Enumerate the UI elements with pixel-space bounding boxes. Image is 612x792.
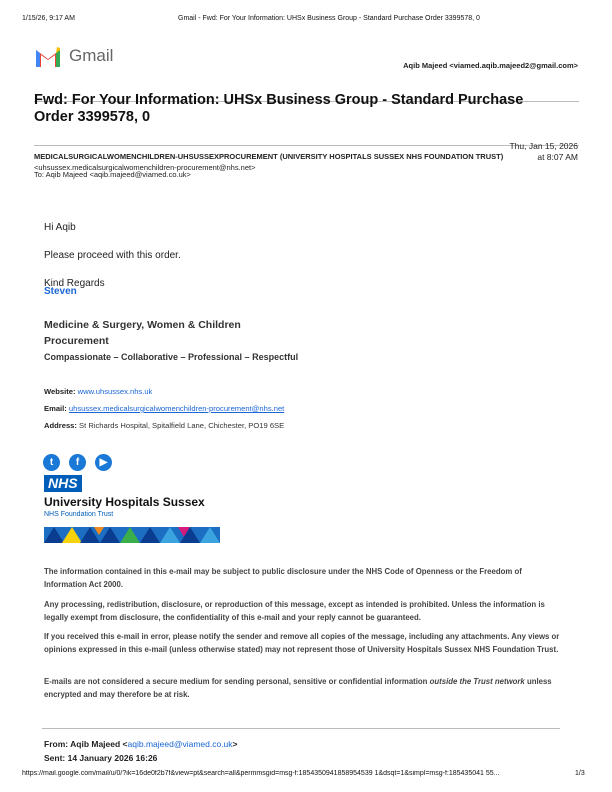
from-email-link[interactable]: aqib.majeed@viamed.co.uk	[127, 739, 233, 749]
gmail-m-icon	[34, 45, 62, 67]
email-link[interactable]: uhsussex.medicalsurgicalwomenchildren-procurement@nhs.net	[68, 404, 285, 413]
youtube-icon[interactable]: ▶	[95, 454, 112, 471]
email-subject: Fwd: For Your Information: UHSx Business Group - Standard Purchase Order 3399578, 0	[34, 92, 524, 125]
divider	[42, 728, 560, 729]
gmail-logo	[34, 45, 113, 67]
twitter-icon[interactable]: t	[43, 454, 60, 471]
nhs-logo: NHS	[44, 475, 82, 492]
gmail-logo-text: Gmail	[69, 46, 114, 65]
facebook-icon[interactable]: f	[69, 454, 86, 471]
sender-name: MEDICALSURGICALWOMENCHILDREN-UHSUSSEXPROCUREMENT (UNIVERSITY HOSPITALS SUSSEX NHS FOUNDATION TRUST)	[34, 152, 504, 161]
from-label: From: Aqib Majeed <	[44, 739, 128, 749]
signer-name: Steven	[44, 286, 77, 297]
trust-name: NHS Foundation Trust	[44, 511, 114, 518]
disclaimer-emphasis: outside the Trust network	[429, 677, 525, 686]
disclaimer-text: E-mails are not considered a secure medium for sending personal, sensitive or confidential information	[44, 677, 430, 686]
social-links	[43, 452, 121, 471]
forward-from	[44, 739, 238, 749]
disclaimer-paragraph: The information contained in this e-mail may be subject to public disclosure under the NHS Code of Openness or the Freedom of Information Act 2000.	[44, 567, 522, 589]
brand-banner	[44, 527, 224, 543]
print-url: https://mail.google.com/mail/u/0/?ik=16de0f2b7f&view=pt&search=all&permmsgid=msg-f:1854350941858954539 1&dsqt=1&simpl=msg-f:185435041 55...	[22, 770, 500, 777]
values-line: Compassionate – Collaborative – Professional – Respectful	[44, 352, 299, 362]
greeting: Hi Aqib	[44, 222, 76, 233]
disclaimer-paragraph	[44, 675, 564, 701]
website-label: Website:	[44, 387, 76, 396]
print-title: Gmail - Fwd: For Your Information: UHSx Business Group - Standard Purchase Order 3399578, 0	[178, 15, 480, 22]
recipient: To: Aqib Majeed <aqib.majeed@viamed.co.uk>	[34, 170, 191, 179]
department: Medicine & Surgery, Women & Children	[44, 319, 241, 331]
page-number: 1/3	[575, 770, 585, 777]
disclaimer-paragraph: Any processing, redistribution, disclosure, or reproduction of this message, except as intended is prohibited. Unless the information is legally exempt from disclosure, the confidentiality of this e-mail and your reply cannot be guaranteed.	[44, 600, 545, 622]
address-label: Address:	[44, 421, 77, 430]
email-label: Email:	[44, 404, 67, 413]
divider	[34, 145, 579, 146]
from-end: >	[232, 739, 238, 749]
body-line: Please proceed with this order.	[44, 250, 181, 261]
disclaimer-text: unless encrypted and may therefore be at risk.	[44, 677, 552, 699]
department-unit: Procurement	[44, 335, 109, 347]
address: St Richards Hospital, Spitalfield Lane, Chichester, PO19 6SE	[79, 421, 285, 430]
print-datetime: 1/15/26, 9:17 AM	[22, 15, 75, 22]
forward-sent: Sent: 14 January 2026 16:26	[44, 753, 158, 763]
closing: Kind Regards	[44, 278, 105, 289]
message-date: Thu, Jan 15, 2026 at 8:07 AM	[509, 141, 578, 162]
account-label: Aqib Majeed <viamed.aqib.majeed2@gmail.com>	[403, 61, 578, 70]
org-name: University Hospitals Sussex	[44, 495, 205, 509]
sender-email: <uhsussex.medicalsurgicalwomenchildren-procurement@nhs.net>	[34, 163, 256, 172]
website-link[interactable]: www.uhsussex.nhs.uk	[77, 387, 153, 396]
disclaimer-paragraph: If you received this e-mail in error, please notify the sender and remove all copies of the message, including any attachments. Any views or opinions expressed in this e-mail (unless otherwise stated) may not represent those of University Hospitals Sussex NHS Foundation Trust.	[44, 632, 560, 654]
